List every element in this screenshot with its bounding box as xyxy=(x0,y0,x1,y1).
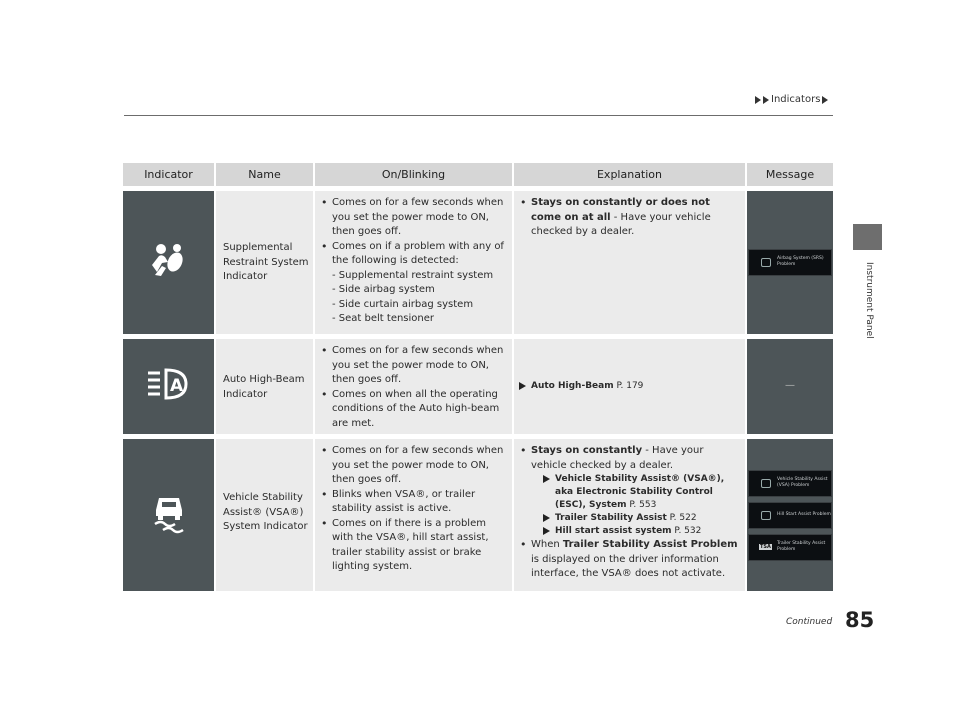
header-explanation: Explanation xyxy=(512,163,745,186)
section-tab xyxy=(853,224,882,250)
indicator-cell xyxy=(123,439,214,591)
name-cell: Vehicle Stability Assist® (VSA®) System Indicator xyxy=(214,439,313,591)
cross-reference-link[interactable]: Hill start assist system P. 532 xyxy=(543,525,741,538)
auto-high-beam-icon xyxy=(142,364,196,404)
message-screen: Airbag System (SRS) Problem xyxy=(748,249,832,276)
message-screen: Hill Start Assist Problem xyxy=(748,502,832,529)
header-indicator: Indicator xyxy=(123,163,214,186)
breadcrumb-arrow-icon xyxy=(822,96,828,104)
list-item: • Stays on constantly - Have your vehicle checked by a dealer. Vehicle Stability Assist® (VSA®), aka Electronic Stability Control (ESC), System P. 553 Trailer Stability Assist P. 522 Hill start assist system P. 532 xyxy=(519,444,741,538)
table-row xyxy=(123,339,833,434)
table-row xyxy=(123,191,833,334)
breadcrumb xyxy=(755,94,828,105)
indicator-cell xyxy=(123,339,214,434)
page-number: 85 xyxy=(845,608,875,632)
cross-reference-link[interactable]: Trailer Stability Assist P. 522 xyxy=(543,512,741,525)
indicator-cell xyxy=(123,191,214,334)
cross-reference-link[interactable]: Vehicle Stability Assist® (VSA®), aka Electronic Stability Control (ESC), System P. 553 xyxy=(543,473,741,512)
vsa-warning-icon xyxy=(761,479,771,488)
name-cell: Supplemental Restraint System Indicator xyxy=(214,191,313,334)
list-item: • Blinks when VSA®, or trailer stability assist is active. xyxy=(320,488,509,517)
list-item: • Comes on if a problem with any of the following is detected: - Supplemental restraint system - Side airbag system - Side curtain airbag system - Seat belt tensioner xyxy=(320,240,509,327)
cross-reference-link[interactable]: Auto High-Beam P. 179 xyxy=(519,380,741,393)
table-row xyxy=(123,439,833,591)
explanation-cell xyxy=(512,439,745,591)
hill-start-assist-icon xyxy=(761,511,771,520)
list-item: • Comes on for a few seconds when you set the power mode to ON, then goes off. xyxy=(320,196,509,240)
breadcrumb-arrow-icon xyxy=(755,96,761,104)
header-divider xyxy=(124,115,833,116)
on-blinking-cell xyxy=(313,439,512,591)
breadcrumb-label: Indicators xyxy=(771,94,821,105)
message-screen: Vehicle Stability Assist (VSA) Problem xyxy=(748,470,832,497)
reference-arrow-icon xyxy=(543,475,551,483)
section-label: Instrument Panel xyxy=(864,262,874,339)
message-cell xyxy=(745,439,833,591)
vsa-icon xyxy=(149,490,189,534)
tsa-badge: TSA xyxy=(760,543,771,550)
list-item: • Comes on for a few seconds when you set the power mode to ON, then goes off. xyxy=(320,444,509,488)
on-blinking-cell xyxy=(313,339,512,434)
message-cell xyxy=(745,191,833,334)
srs-airbag-icon xyxy=(144,235,194,285)
indicator-table xyxy=(123,158,833,596)
breadcrumb-arrow-icon xyxy=(763,96,769,104)
explanation-cell xyxy=(512,191,745,334)
list-item: • Comes on for a few seconds when you set the power mode to ON, then goes off. xyxy=(320,344,509,388)
airbag-warning-icon xyxy=(761,258,771,267)
reference-arrow-icon xyxy=(519,382,527,390)
svg-text:A: A xyxy=(169,375,183,396)
reference-arrow-icon xyxy=(543,514,551,522)
name-cell: Auto High-Beam Indicator xyxy=(214,339,313,434)
list-item: • When Trailer Stability Assist Problem is displayed on the driver information interface, the VSA® does not activate. xyxy=(519,538,741,582)
table-header-row xyxy=(123,163,833,186)
list-item: • Stays on constantly or does not come on at all - Have your vehicle checked by a dealer. xyxy=(519,196,741,240)
on-blinking-cell xyxy=(313,191,512,334)
continued-label: Continued xyxy=(786,617,833,627)
header-on-blinking: On/Blinking xyxy=(313,163,512,186)
header-name: Name xyxy=(214,163,313,186)
list-item: • Comes on when all the operating conditions of the Auto high-beam are met. xyxy=(320,388,509,432)
list-item: • Comes on if there is a problem with the VSA®, hill start assist, trailer stability assist or brake lighting system. xyxy=(320,517,509,575)
reference-arrow-icon xyxy=(543,527,551,535)
message-screen: TSA Trailer Stability Assist Problem xyxy=(748,534,832,561)
explanation-cell xyxy=(512,339,745,434)
header-message: Message xyxy=(745,163,833,186)
message-cell: — xyxy=(745,339,833,434)
